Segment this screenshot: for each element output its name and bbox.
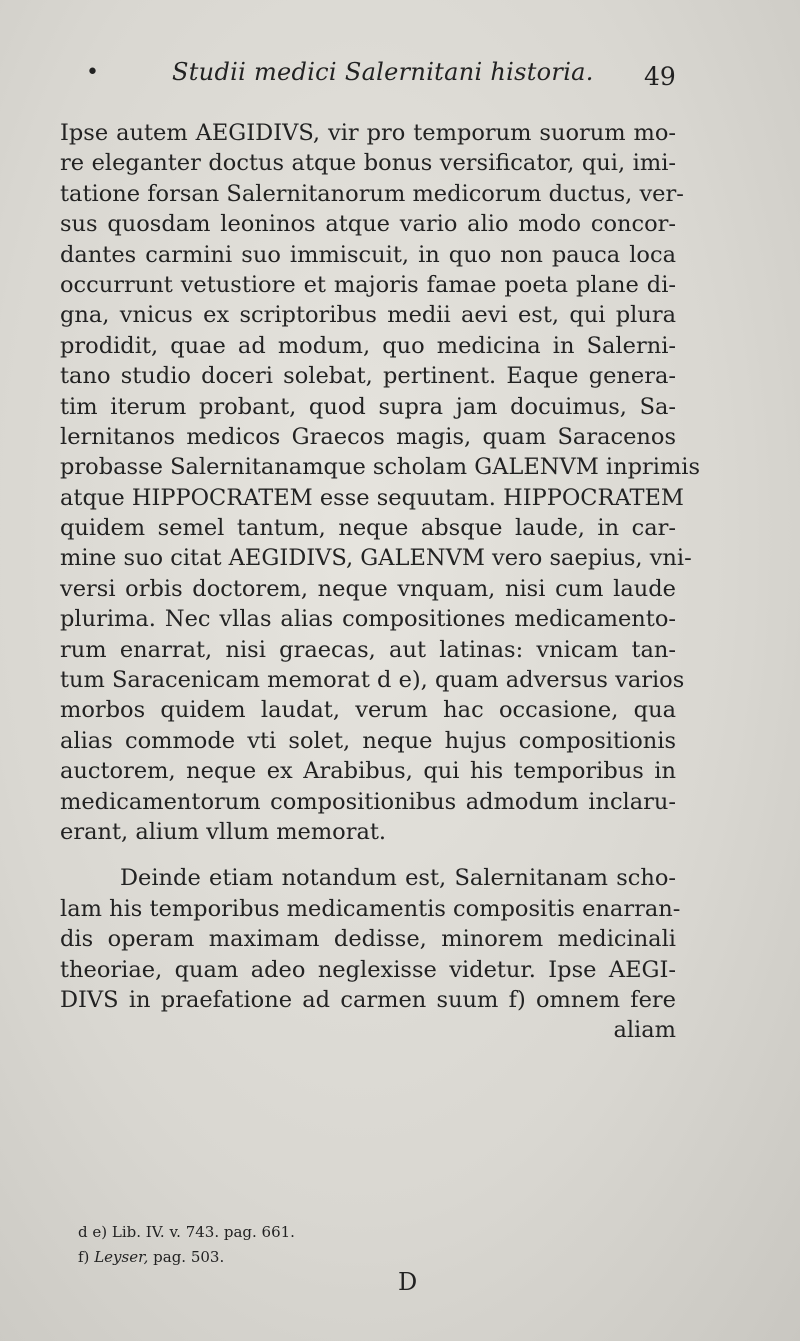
text-line: versi orbis doctorem, neque vnquam, nisi cum laude — [60, 575, 676, 602]
text-line: morbos quidem laudat, verum hac occasione, qua — [60, 697, 676, 724]
footnote-e-marker: d e) — [78, 1223, 108, 1241]
text-line: rum enarrat, nisi graecas, aut latinas: vnicam tan- — [60, 636, 676, 663]
text-line: alias commode vti solet, neque hujus compositionis — [60, 727, 676, 754]
catchword: aliam — [613, 1017, 676, 1044]
text-line: lam his temporibus medicamentis compositis enarran- — [60, 895, 681, 922]
text-line: tano studio doceri solebat, pertinent. Eaque genera- — [60, 363, 676, 390]
text-line: tum Saracenicam memorat d e), quam adversus varios — [60, 667, 685, 694]
text-line: quidem semel tantum, neque absque laude, in car- — [60, 515, 676, 542]
text-line: gna, vnicus ex scriptoribus medii aevi est, qui plura — [60, 302, 676, 329]
page-number: 49 — [644, 62, 676, 91]
text-line: probasse Salernitanamque scholam GALENVM inprimis — [60, 454, 701, 481]
text-line: dantes carmini suo immiscuit, in quo non pauca loca — [60, 241, 676, 268]
text-line: DIVS in praefatione ad carmen suum f) omnem fere — [60, 986, 676, 1013]
text-line: auctorem, neque ex Arabibus, qui his temporibus in — [60, 758, 676, 785]
text-line: re eleganter doctus atque bonus versificator, qui, imi- — [60, 150, 676, 177]
footnote-f-text: pag. 503. — [153, 1248, 225, 1266]
text-line: medicamentorum compositionibus admodum inclaru- — [60, 788, 676, 815]
text-line: dis operam maximam dedisse, minorem medicinali — [60, 926, 676, 953]
body-text — [60, 118, 701, 1046]
text-line: erant, alium vllum memorat. — [60, 818, 387, 845]
footnote-f-author: Leyser, — [94, 1248, 149, 1266]
text-line: tatione forsan Salernitanorum medicorum ductus, ver- — [60, 180, 684, 207]
text-line: prodidit, quae ad modum, quo medicina in Salerni- — [60, 332, 676, 359]
text-line: atque HIPPOCRATEM esse sequutam. HIPPOCRATEM — [60, 484, 684, 511]
text-line: tim iterum probant, quod supra jam docuimus, Sa- — [60, 393, 676, 420]
text-line: Ipse autem AEGIDIVS, vir pro temporum suorum mo- — [60, 120, 676, 146]
running-title: Studii medici Salernitani historia. — [172, 58, 594, 86]
text-line: Deinde etiam notandum est, Salernitanam scho- — [120, 865, 676, 892]
signature-mark: D — [398, 1268, 418, 1296]
header-mark: • — [86, 60, 99, 85]
footnote-e-text: Lib. IV. v. 743. pag. 661. — [111, 1223, 295, 1241]
footnote-e — [78, 1220, 295, 1245]
footnotes — [78, 1220, 295, 1270]
text-line: sus quosdam leoninos atque vario alio modo concor- — [60, 211, 676, 238]
running-header — [0, 58, 800, 98]
text-line: theoriae, quam adeo neglexisse videtur. Ipse AEGI- — [60, 956, 676, 983]
text-line: mine suo citat AEGIDIVS, GALENVM vero saepius, vni- — [60, 545, 692, 572]
text-line: occurrunt vetustiore et majoris famae poeta plane di- — [60, 271, 676, 298]
text-line: lernitanos medicos Graecos magis, quam Saracenos — [60, 423, 676, 450]
text-line: plurima. Nec vllas alias compositiones medicamento- — [60, 606, 676, 633]
footnote-f — [78, 1245, 295, 1270]
footnote-f-marker: f) — [78, 1248, 90, 1266]
